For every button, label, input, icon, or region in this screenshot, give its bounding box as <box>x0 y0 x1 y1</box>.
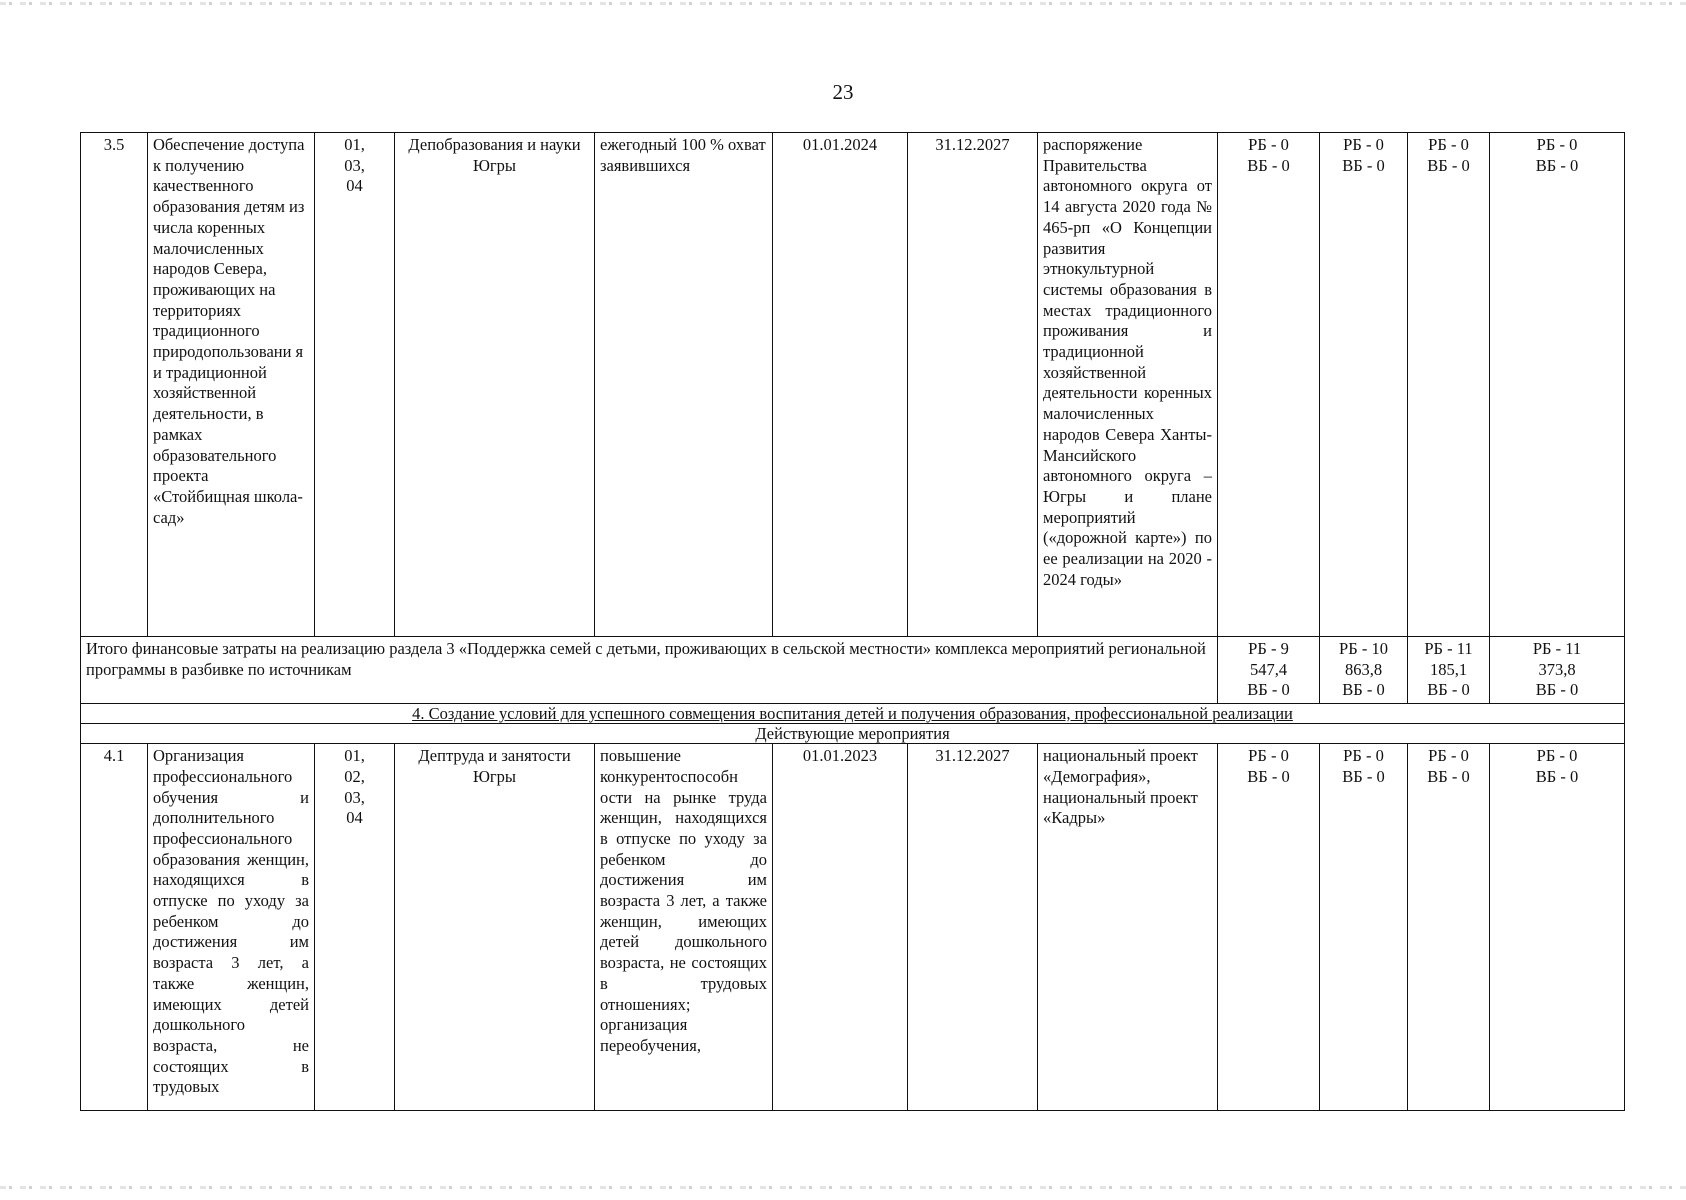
start-date: 01.01.2023 <box>773 744 908 1111</box>
task-codes: 01, 03, 04 <box>315 133 395 637</box>
total-year-4: РБ - 11 373,8 ВБ - 0 <box>1490 637 1625 704</box>
result-indicator-text: повышение конкурентоспособн ости на рынке труда женщин, находящихся в отпуске по уходу за ребенком до достижения им возраста 3 лет, а также женщин, имеющих детей дошкольного возраста, не состоящих в трудовых отношениях; организация переобучения, <box>600 746 767 1055</box>
table-row <box>81 744 1625 1111</box>
basis-document: распоряжение Правительства автономного округа от 14 августа 2020 года № 465-рп «О Концепции развития этнокультурной системы образования в местах традиционного проживания и традиционной хозяйственной деятельности коренных малочисленных народов Севера Ханты-Мансийского автономного округа – Югры и плане мероприятий («дорожной карте») по ее реализации на 2020 - 2024 годы» <box>1038 133 1218 637</box>
row-number: 3.5 <box>81 133 148 637</box>
start-date: 01.01.2024 <box>773 133 908 637</box>
financing-year-4: РБ - 0 ВБ - 0 <box>1490 133 1625 637</box>
financing-year-1: РБ - 0 ВБ - 0 <box>1218 133 1320 637</box>
section-title: 4. Создание условий для успешного совмещения воспитания детей и получения образования, профессиональной реализации <box>81 704 1625 724</box>
result-indicator <box>595 744 773 1111</box>
total-year-1: РБ - 9 547,4 ВБ - 0 <box>1218 637 1320 704</box>
financing-year-3: РБ - 0 ВБ - 0 <box>1408 744 1490 1111</box>
subsection-row <box>81 724 1625 744</box>
total-label: Итого финансовые затраты на реализацию раздела 3 «Поддержка семей с детьми, проживающих в сельской местности» комплекса мероприятий региональной программы в разбивке по источникам <box>81 637 1218 704</box>
page-number: 23 <box>832 80 854 104</box>
section-row <box>81 704 1625 724</box>
financing-year-2: РБ - 0 ВБ - 0 <box>1320 744 1408 1111</box>
measure-name <box>148 744 315 1111</box>
result-indicator: ежегодный 100 % охват заявившихся <box>595 133 773 637</box>
total-row <box>81 637 1625 704</box>
scan-edge-bottom <box>0 1186 1686 1189</box>
total-year-3: РБ - 11 185,1 ВБ - 0 <box>1408 637 1490 704</box>
financing-year-2: РБ - 0 ВБ - 0 <box>1320 133 1408 637</box>
financing-year-3: РБ - 0 ВБ - 0 <box>1408 133 1490 637</box>
measure-name-text: Организация профессионального обучения и дополнительного профессионального образования женщин, находящихся в отпуске по уходу за ребенком до достижения им возраста 3 лет, а также женщин, имеющих детей дошкольного возраста, не состоящих в трудовых <box>153 746 309 1097</box>
executor: Депобразования и науки Югры <box>395 133 595 637</box>
total-year-2: РБ - 10 863,8 ВБ - 0 <box>1320 637 1408 704</box>
row-number: 4.1 <box>81 744 148 1111</box>
financing-year-4: РБ - 0 ВБ - 0 <box>1490 744 1625 1111</box>
basis-document: национальный проект «Демография», национальный проект «Кадры» <box>1038 744 1218 1111</box>
financing-year-1: РБ - 0 ВБ - 0 <box>1218 744 1320 1111</box>
program-measures-table <box>80 132 1625 1111</box>
measure-name: Обеспечение доступа к получению качественного образования детям из числа коренных малочисленных народов Севера, проживающих на территориях традиционного природопользовани я и традиционной хозяйственной деятельности, в рамках образовательного проекта «Стойбищная школа-сад» <box>148 133 315 637</box>
scan-edge-top <box>0 2 1686 5</box>
end-date: 31.12.2027 <box>908 133 1038 637</box>
task-codes: 01, 02, 03, 04 <box>315 744 395 1111</box>
table-row <box>81 133 1625 637</box>
end-date: 31.12.2027 <box>908 744 1038 1111</box>
executor: Дептруда и занятости Югры <box>395 744 595 1111</box>
subsection-title: Действующие мероприятия <box>81 724 1625 744</box>
